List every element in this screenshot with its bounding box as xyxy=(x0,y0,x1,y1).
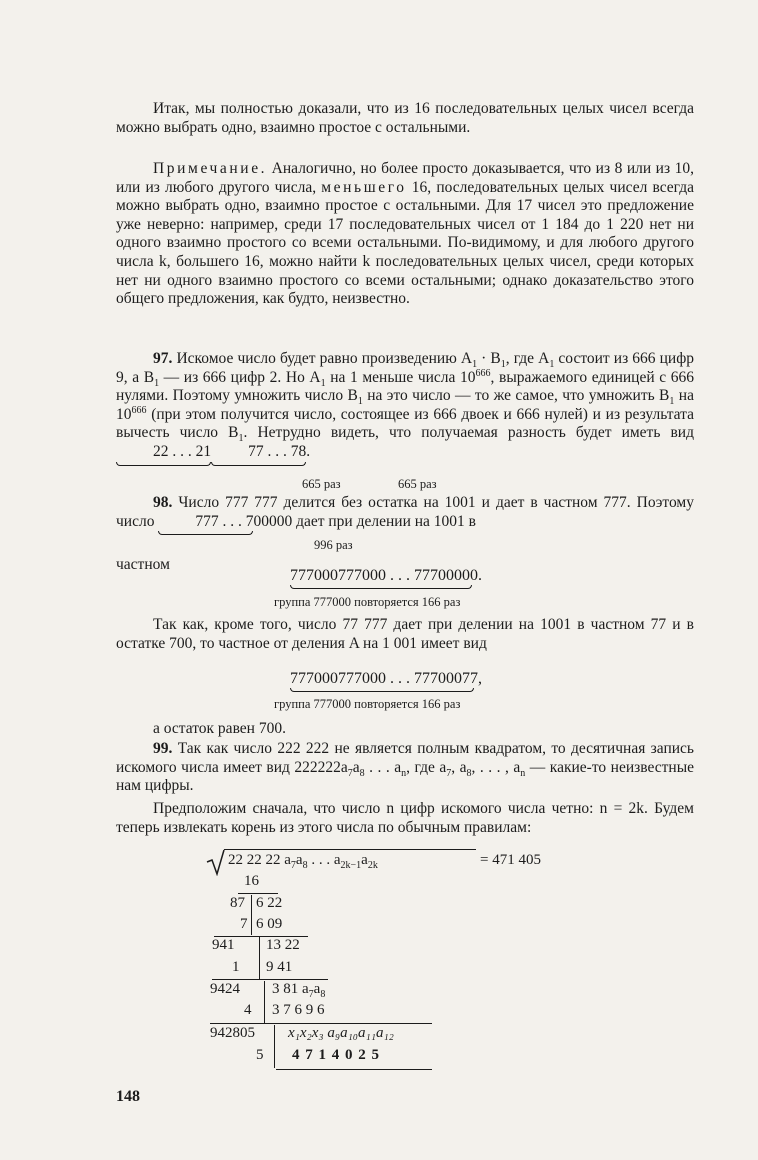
step-87: 87 xyxy=(230,895,245,911)
step-4714025: 4 7 1 4 0 2 5 xyxy=(292,1047,380,1063)
step-37696: 3 7 6 9 6 xyxy=(272,1002,325,1018)
step-16: 16 xyxy=(244,873,259,889)
brace-996: 777 . . . 7 xyxy=(158,513,253,532)
brace-twos: 22 . . . 21 xyxy=(116,443,211,462)
step-622: 6 22 xyxy=(256,895,283,911)
step-941b: 9 41 xyxy=(266,959,293,975)
page-number: 148 xyxy=(116,1088,140,1105)
step-942805: 942805 xyxy=(210,1025,255,1041)
step-381: 3 81 $a_7a_8$ xyxy=(272,981,326,1000)
step-941: 941 xyxy=(212,937,235,953)
word-chastnom: частном xyxy=(116,556,170,573)
brace-label-group-1: группа 777000 повторяется 166 раз xyxy=(274,595,461,609)
paragraph-problem-98: 98. Число 777 777 делится без остатка на 1001 и дает в частном 777. Поэтому число 777 . . . 7 00000 дает при делении на 1001 в xyxy=(116,494,694,531)
paragraph-problem-99: 99. Так как число 222 222 не является полным квадратом, то десятичная запись искомого числа имеет вид $222222a_7a_8$ . . . $a_n$, где $a_7$, $a_8$, . . . , $a_n$ — какие-то неизвестные нам цифры. xyxy=(116,740,694,795)
brace-label-996: 996 раз xyxy=(314,538,353,552)
brace-label-665-b: 665 раз xyxy=(398,477,437,491)
paragraph-assumption: Предположим сначала, что число n цифр искомого числа четно: n = 2k. Будем теперь извлекать корень из этого числа по обычным правилам: xyxy=(116,800,694,836)
root-result: = 471 405 xyxy=(480,852,541,868)
step-1322: 13 22 xyxy=(266,937,300,953)
formula-quotient-2: 777000777000 . . . 77700077, xyxy=(290,670,482,688)
radicand: 22 22 22 $a_7a_8$ . . . $a_{2k-1}a_{2k}$ xyxy=(228,852,378,871)
step-9424: 9424 xyxy=(210,981,240,997)
step-7: 7 xyxy=(240,916,248,932)
formula-quotient-1: 777000777000 . . . 77700000. xyxy=(290,567,482,585)
step-4: 4 xyxy=(244,1002,252,1018)
square-root-computation xyxy=(206,848,566,1078)
step-unknowns: x₁x₂x₃ a₉a₁₀a₁₁a₁₂ xyxy=(288,1025,394,1041)
brace-label-665-a: 665 раз xyxy=(302,477,341,491)
step-5: 5 xyxy=(256,1047,264,1063)
paragraph-remainder: Так как, кроме того, число 77 777 дает при делении на 1001 в частном 77 и в остатке 700, то частное от деления A на 1 001 имеет вид xyxy=(116,616,694,652)
paragraph-note: Примечание. Аналогично, но более просто доказывается, что из 8 или из 10, или из любого другого числа, меньшего 16, последовательных целых чисел всегда можно выбрать одно, взаимно простое с остальными. Для 17 чисел это предложение уже неверно: например, среди 17 последовательных чисел от 1 184 до 1 220 нет ни одного взаимно простого со всеми остальными. По-видимому, и для любого другого числа k, большего 16, можно найти k последовательных целых чисел, среди которых нет ни одного взаимно простого со всеми остальными; однако доказательство этого общего предложения, как будто, неизвестно. xyxy=(116,160,694,308)
radical-sign-icon xyxy=(206,848,230,876)
paragraph-remainder-value: а остаток равен 700. xyxy=(153,720,286,737)
paragraph-problem-97: 97. Искомое число будет равно произведению $A_1 \cdot B_1$, где $A_1$ состоит из 666 цифр 9, а $B_1$ — из 666 цифр 2. Но $A_1$ на 1 меньше числа $10^{666}$, выражаемого единицей с 666 нулями. Поэтому умножить число $B_1$ на это число — то же самое, что умножить $B_1$ на $10^{666}$ (при этом получится число, состоящее из 666 двоек и 666 нулей) и из результата вычесть число $B_1$. Нетрудно видеть, что получаемая разность будет иметь вид 22 . . . 21 77 . . . 78 . xyxy=(116,350,694,462)
brace-sevens: 77 . . . 78 xyxy=(211,443,306,462)
step-1: 1 xyxy=(232,959,240,975)
paragraph-conclusion: Итак, мы полностью доказали, что из 16 последовательных целых чисел всегда можно выбрать одно, взаимно простое с остальными. xyxy=(116,100,694,136)
step-609: 6 09 xyxy=(256,916,283,932)
brace-label-group-2: группа 777000 повторяется 166 раз xyxy=(274,697,461,711)
